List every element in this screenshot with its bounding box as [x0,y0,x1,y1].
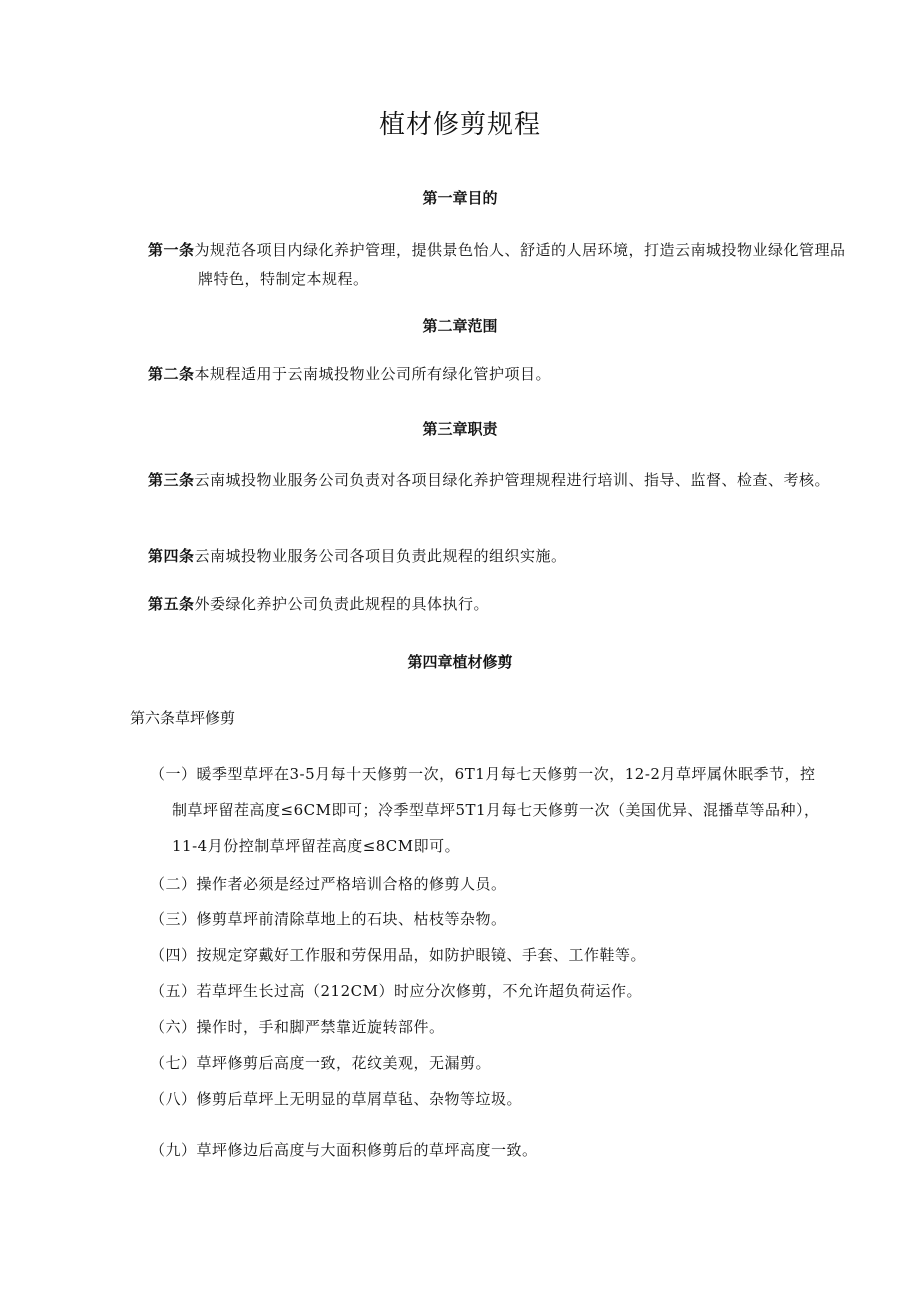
article-text: 云南城投物业服务公司各项目负责此规程的组织实施。 [194,547,567,565]
chapter-heading-4: 第四章植材修剪 [407,653,513,671]
list-item: （八）修剪后草坪上无明显的草屑草毡、杂物等垃圾。 [150,1090,523,1108]
article-1 [148,236,848,294]
list-item: （五）若草坪生长过高（212CM）时应分次修剪，不允许超负荷运作。 [150,982,642,1000]
article-text: 为规范各项目内绿化养护管理，提供景色怡人、舒适的人居环境，打造云南城投物业绿化管理品牌特色，特制定本规程。 [194,241,846,288]
list-item: （六）操作时，手和脚严禁靠近旋转部件。 [150,1018,445,1036]
article-text: 云南城投物业服务公司负责对各项目绿化养护管理规程进行培训、指导、监督、检查、考核。 [194,471,831,489]
article-label: 第一条 [148,241,195,259]
list-item: （三）修剪草坪前清除草地上的石块、枯枝等杂物。 [150,910,507,928]
chapter-heading-3: 第三章职责 [422,420,498,438]
article-6-title: 第六条草坪修剪 [130,709,236,727]
list-item: （四）按规定穿戴好工作服和劳保用品，如防护眼镜、手套、工作鞋等。 [150,946,647,964]
list-item: （九）草坪修边后高度与大面积修剪后的草坪高度一致。 [150,1141,538,1159]
chapter-heading-1: 第一章目的 [422,189,498,207]
article-text: 外委绿化养护公司负责此规程的具体执行。 [194,595,490,613]
chapter-heading-2: 第二章范围 [422,317,498,335]
article-4 [148,542,848,571]
document-title: 植材修剪规程 [378,110,541,140]
article-3 [148,466,848,495]
article-5 [148,590,848,619]
list-item: （二）操作者必须是经过严格培训合格的修剪人员。 [150,875,507,893]
article-2 [148,360,848,389]
list-item: （一）暖季型草坪在3-5月每十天修剪一次，6T1月每七天修剪一次，12-2月草坪属休眠季节，控制草坪留茬高度≤6CM即可；冷季型草坪5T1月每七天修剪一次（美国优异、混播草等品种），11-4月份控制草坪留茬高度≤8CM即可。 [150,765,820,855]
list-item: （七）草坪修剪后高度一致，花纹美观，无漏剪。 [150,1054,492,1072]
article-label: 第五条 [148,595,195,613]
article-text: 本规程适用于云南城投物业公司所有绿化管护项目。 [194,365,552,383]
article-label: 第四条 [148,547,195,565]
article-label: 第三条 [148,471,195,489]
article-label: 第二条 [148,365,195,383]
